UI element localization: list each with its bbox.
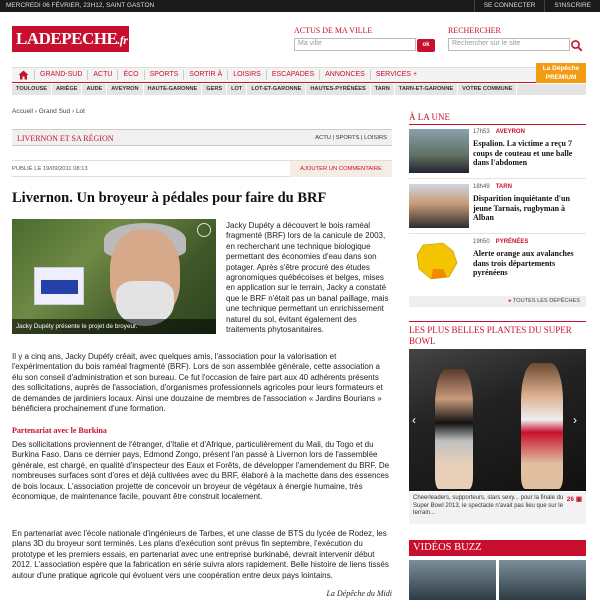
site-search — [448, 26, 570, 51]
news-thumbnail[interactable] — [409, 184, 469, 228]
logo-tld: .fr — [117, 33, 128, 47]
section-name[interactable]: LIVERNON ET SA RÉGION — [17, 134, 114, 143]
article-paragraph: Il y a cinq ans, Jacky Dupéty créait, avec quelques amis, l'association pour la valorisation et l'expérimentation du bois raméal fragmenté (BRF). Lors de son assemblée générale, cette association a élu son conseil d'administration et son bureau. Ce fut l'occasion de faire part aux 40 adhérents présents des sollicitations, auprès de l'association, d'organismes professionnels agricoles pour leurs formateurs et de demandes de jardiniers locaux. Ainsi une douzaine de membres de l'association « Jardins Bourians » bénéficiera prochainement d'une formation. — [12, 352, 383, 414]
chevron-right-icon: ▸ — [508, 298, 513, 304]
gallery-title[interactable]: LES PLUS BELLES PLANTES DU SUPER BOWL — [409, 325, 572, 346]
breadcrumb[interactable]: Accueil › Grand Sud › Lot — [12, 108, 85, 115]
news-time: 17h53 — [473, 129, 490, 135]
article-subhead: Partenariat avec le Burkina — [12, 426, 107, 435]
subnav-item[interactable]: GERS — [202, 84, 227, 95]
login-link[interactable]: SE CONNECTER — [474, 0, 545, 12]
city-search — [294, 26, 416, 51]
all-news-label: TOUTES LES DÉPÊCHES — [512, 298, 580, 304]
article-paragraph: Des sollicitations proviennent de l'étranger, d'Italie et d'Afrique, particulièrement du Mali, du Togo et du Burkina Faso. Dans ce dernier pays, Edmond Zongo, présent l'an passé à Livernon lors de l'assemblée générale, est chargé, en qualité d'inspecteur des Eaux et Forêts, de développer l'amendement du BRF. De nombreuses surfaces sont d'ores et déjà cultivées avec du BRF, élaboré à la machette dans des essences de bois locaux. L'association projette de concevoir un broyeur de végétaux à énergie humaine, très économique, de maintenance facile, pouvant être construit localement. — [12, 440, 390, 502]
subnav-item[interactable]: TOULOUSE — [12, 84, 52, 95]
article-meta-bar — [12, 160, 392, 177]
nav-grand-sud[interactable]: GRAND-SUD — [34, 70, 87, 80]
news-headline[interactable]: Alerte orange aux avalanches dans trois départements pyrénéens — [473, 249, 574, 277]
subnav-item[interactable]: VOTRE COMMUNE — [458, 84, 517, 95]
search-icon[interactable] — [570, 39, 583, 52]
subnav-item[interactable]: TARN-ET-GARONNE — [395, 84, 458, 95]
nav-services[interactable]: SERVICES + — [370, 70, 422, 80]
all-news-link[interactable] — [409, 296, 586, 307]
video-thumbnail[interactable] — [499, 560, 586, 600]
premium-line1: La Dépêche — [542, 65, 580, 72]
news-thumbnail[interactable] — [409, 239, 469, 283]
department-nav — [12, 84, 586, 95]
nav-sports[interactable]: SPORTS — [144, 70, 184, 80]
news-time: 18h49 — [473, 184, 490, 190]
news-rubric[interactable]: AVEYRON — [495, 129, 525, 135]
news-thumbnail[interactable] — [409, 129, 469, 173]
video-thumbnail[interactable] — [409, 560, 496, 600]
subnav-item[interactable]: AUDE — [82, 84, 107, 95]
gallery-photo[interactable] — [409, 349, 586, 491]
nav-eco[interactable]: ÉCO — [117, 70, 143, 80]
current-date: MERCREDI 06 FÉVRIER, 23H12, SAINT GASTON — [6, 2, 155, 9]
site-search-label: RECHERCHER — [448, 26, 501, 35]
news-item[interactable] — [409, 239, 586, 289]
article-paragraph: En partenariat avec l'école nationale d'ingénieurs de Tarbes, et une classe de BTS du lycée de Rodez, les plans 3D du broyeur sont terminés. Les plans d'exécution sont prévus fin septembre, l'exécution du prototype et les premiers essais, en partenariat avec une entreprise burkinabé, devrait intervenir début 2012. L'association espère que la fabrication en série suivra alors rapidement. Belle histoire de liens tissés autour d'une pratique agricole qui évoluent vers une coopération entre deux pays lointains. — [12, 529, 389, 580]
article-title: Livernon. Un broyeur à pédales pour faire du BRF — [12, 190, 327, 206]
news-time: 19h50 — [473, 239, 490, 245]
signup-link[interactable]: S'INSCRIRE — [544, 0, 600, 12]
home-icon[interactable] — [12, 67, 34, 83]
news-item[interactable] — [409, 129, 586, 179]
news-item[interactable] — [409, 184, 586, 234]
subnav-item[interactable]: AVEYRON — [107, 84, 143, 95]
chevron-left-icon[interactable]: ‹ — [412, 413, 416, 427]
photo-detail — [435, 369, 473, 489]
une-divider — [409, 124, 586, 125]
subnav-item[interactable]: HAUTE-GARONNE — [144, 84, 203, 95]
subnav-item[interactable]: ARIÈGE — [52, 84, 82, 95]
chevron-right-icon[interactable]: › — [573, 413, 577, 427]
news-rubric[interactable]: TARN — [495, 184, 512, 190]
videos-title[interactable]: VIDÉOS BUZZ — [409, 540, 586, 556]
subnav-item[interactable]: HAUTES-PYRÉNÉES — [306, 84, 370, 95]
photo-caption: Jacky Dupéty présente le projet de broyeur. — [12, 319, 216, 334]
city-go-button[interactable]: ok — [417, 39, 435, 52]
news-rubric[interactable]: PYRÉNÉES — [495, 239, 529, 245]
publish-date: PUBLIÉ LE 19/09/2011 08:13 — [12, 166, 88, 172]
subnav-item[interactable]: LOT — [227, 84, 247, 95]
top-bar — [0, 0, 600, 12]
city-search-label: ACTUS DE MA VILLE — [294, 26, 373, 35]
site-search-input[interactable]: Rechercher sur le site — [448, 38, 570, 51]
video-thumbnails — [409, 560, 586, 600]
premium-line2: PREMIUM — [545, 74, 577, 81]
gallery-count — [567, 496, 582, 504]
article-signature: La Dépêche du Midi — [326, 589, 392, 598]
article-intro: Jacky Dupéty a découvert le bois raméal fragmenté (BRF) lors de la canicule de 2003, en recherchant une technique biologique permettant des économies d'eau dans son potager. Après s'être procuré des études agronomiques québécoises et belges, mises en application sur le terrain, Jacky a constaté que le BRF n'était pas un banal paillage, mais une technique permettant un enrichissement naturel du sol, évitant également des traitements phytosanitaires. — [226, 221, 389, 335]
nav-escapades[interactable]: ESCAPADES — [266, 70, 319, 80]
city-input[interactable]: Ma ville — [294, 38, 416, 51]
site-logo[interactable] — [12, 26, 129, 52]
news-headline[interactable]: Disparition inquiétante d'un jeune Tarnais, rugbyman à Alban — [473, 194, 570, 222]
photo-detail — [34, 267, 84, 305]
gallery-caption-text: Cheerleaders, supporteurs, stars sexy... pour la finale du Super Bowl 2013, le spectacle n'avait pas lieu que sur le terrain... — [413, 495, 564, 516]
nav-annonces[interactable]: ANNONCES — [319, 70, 370, 80]
nav-loisirs[interactable]: LOISIRS — [227, 70, 266, 80]
zoom-icon[interactable] — [197, 223, 211, 237]
add-comment-button[interactable]: AJOUTER UN COMMENTAIRE — [290, 161, 392, 177]
gallery-divider — [409, 321, 586, 322]
gallery-caption[interactable] — [409, 492, 586, 524]
nav-actu[interactable]: ACTU — [87, 70, 117, 80]
news-headline[interactable]: Espalion. La victime a reçu 7 coups de couteau et une balle dans l'abdomen — [473, 139, 573, 167]
nav-sortir[interactable]: SORTIR À — [183, 70, 227, 80]
camera-icon: ▣ — [575, 496, 582, 503]
article-photo[interactable] — [12, 219, 216, 334]
gallery-count-value: 26 — [566, 496, 575, 503]
logo-text: LADEPECHE — [16, 29, 118, 48]
subnav-item[interactable]: LOT-ET-GARONNE — [247, 84, 306, 95]
premium-badge[interactable] — [536, 63, 586, 83]
subnav-item[interactable]: TARN — [371, 84, 395, 95]
section-header — [12, 129, 392, 146]
une-title: À LA UNE — [409, 112, 450, 122]
main-nav — [12, 67, 586, 83]
photo-detail — [521, 363, 563, 489]
section-links[interactable]: ACTU | SPORTS | LOISIRS — [315, 135, 387, 141]
